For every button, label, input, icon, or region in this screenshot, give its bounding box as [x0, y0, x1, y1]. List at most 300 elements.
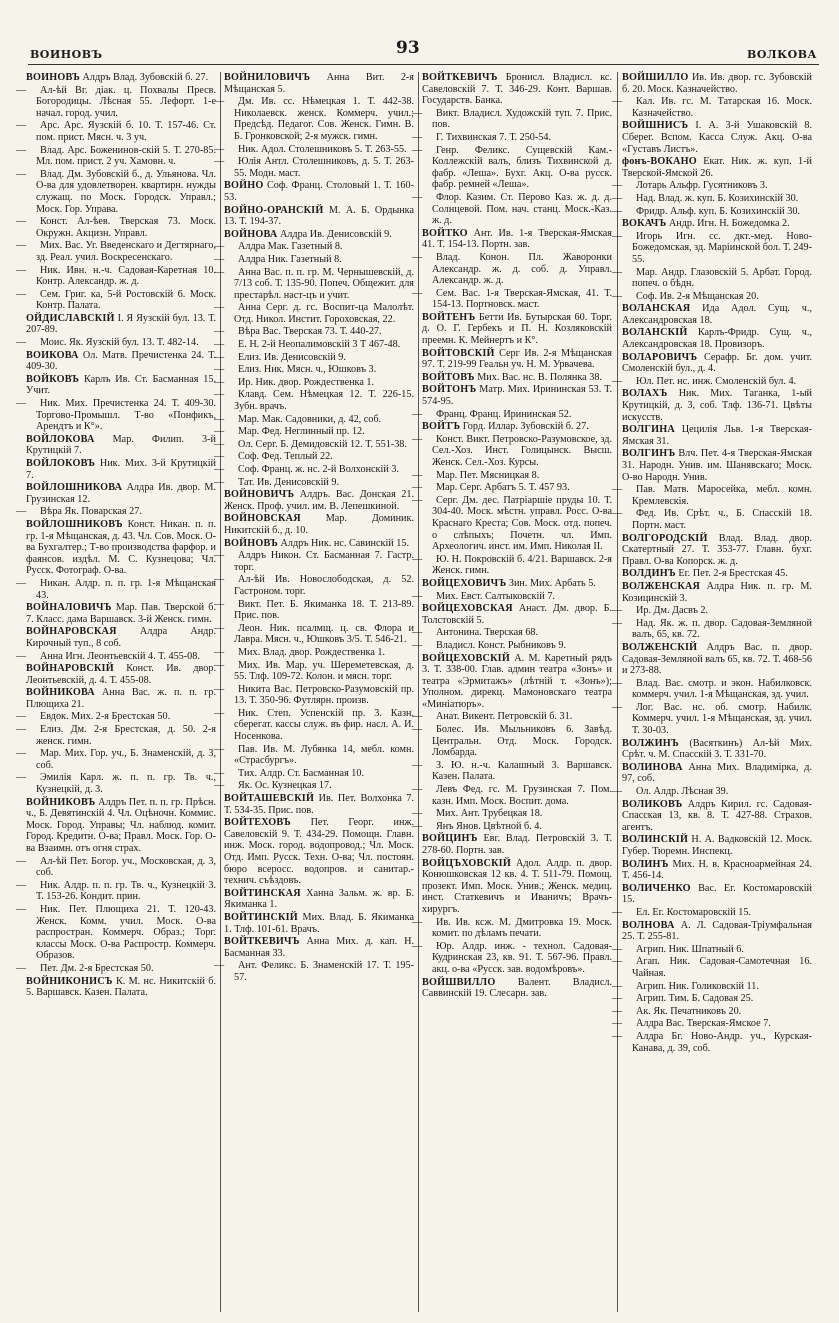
entry-text: Мих. Влад. двор. Рождественка 1. [238, 646, 386, 658]
directory-entry [26, 458, 216, 481]
ditto-dash: — [16, 120, 27, 132]
directory-entry [622, 388, 812, 423]
entry-text: Алдра Бг. Ново-Андр. уч., Курская-Канава, д. 39, соб. [632, 1030, 812, 1054]
directory-subentry [412, 759, 612, 783]
directory-subentry [214, 302, 414, 325]
directory-subentry [16, 144, 216, 168]
directory-subentry [612, 508, 812, 531]
directory-entry [422, 977, 612, 1000]
directory-subentry [214, 451, 414, 463]
ditto-dash: — [612, 701, 623, 713]
entry-text: Алдръ Пет. п. п. гр. Прѣсн. ч., Б. Девятинскій 4. Чл. Оцѣночн. Коммис. Моск. Город. Управы; Чл. наблюд. комит. Город. Кредитн. О-ва; Правл. Моск. Гор. О-ва Взаимн. отъ огня страх. [26, 796, 216, 854]
directory-subentry [214, 659, 414, 683]
ditto-dash: — [612, 943, 623, 955]
ditto-dash: — [214, 743, 225, 755]
entry-text: Ал-ѣй Пет. Богор. уч., Московская, д. 3, соб. [36, 855, 216, 879]
entry-text: Ник. Алдр. п. п. гр. Тв. ч., Кузнецкій 3. Т. 153-26. Кондит. прин. [36, 879, 216, 903]
entry-text: Анаст. Дм. двор. Б. Толстовскій 5. [422, 603, 612, 626]
directory-subentry [612, 230, 812, 266]
directory-subentry [412, 820, 612, 833]
header-divider [28, 64, 819, 65]
entry-text: Арс. Арс. Яузскій б. 10. Т. 157-46. Ст. пом. прист. Мясн. ч. 3 уч. [36, 120, 216, 143]
ditto-dash: — [214, 253, 225, 265]
entry-text: Матр. Мих. Ирининская 53. Т. 574-95. [422, 384, 612, 408]
surname: ВОЙТИНСКАЯ [224, 887, 301, 899]
ditto-dash: — [214, 598, 225, 610]
entry-text: Г. Тихвинская 7. Т. 250-54. [436, 131, 552, 143]
surname: ВОЙТОВЪ [422, 371, 475, 383]
directory-subentry [412, 916, 612, 940]
entry-text: Мар. Мак. Садовники, д. 42, соб. [238, 413, 382, 425]
directory-entry [622, 834, 812, 857]
entry-text: Мар. Фед. Неглинный пр. 12. [238, 426, 365, 438]
ditto-dash: — [412, 820, 423, 832]
entry-text: Мих. Н. в. Красноармейная 24. Т. 456-14. [622, 858, 812, 882]
ditto-dash: — [612, 266, 623, 278]
ditto-dash: — [612, 786, 623, 798]
directory-subentry [214, 743, 414, 767]
entry-text: Зин. Мих. Арбать 5. [506, 577, 596, 589]
directory-entry [26, 434, 216, 457]
surname: ВОЙТАШЕВСКІЙ [224, 793, 315, 805]
directory-subentry [612, 375, 812, 388]
directory-subentry [214, 683, 414, 707]
ditto-dash: — [214, 780, 225, 792]
directory-subentry [412, 494, 612, 553]
ditto-dash: — [412, 759, 423, 771]
entry-text: Соф. Франц. Столовый 1. Т. 160-53. [224, 180, 414, 203]
directory-subentry [214, 266, 414, 302]
directory-subentry [412, 191, 612, 227]
directory-subentry [612, 906, 812, 919]
directory-subentry [412, 408, 612, 421]
directory-entry [26, 374, 216, 397]
entry-text: Франц. Франц. Ирининская 52. [436, 408, 572, 420]
directory-subentry [612, 484, 812, 507]
directory-subentry [214, 389, 414, 413]
directory-subentry [612, 96, 812, 119]
entry-text: Серг Ив. 2-я Мѣщанская 97. Т. 219-99 Геальн уч. Н. М. Урвачева. [422, 347, 612, 371]
directory-subentry [16, 120, 216, 143]
entry-text: Вѣра Вас. Тверская 73. Т. 440-27. [238, 326, 382, 338]
directory-subentry [412, 433, 612, 469]
ditto-dash: — [16, 879, 27, 891]
ditto-dash: — [214, 464, 225, 475]
surname: ВОЙТЕНЪ [422, 311, 476, 323]
ditto-dash: — [214, 960, 225, 972]
ditto-dash: — [214, 767, 225, 779]
directory-entry [622, 120, 812, 155]
directory-subentry [214, 464, 414, 476]
entry-text: Андр. Игн. Н. Божедомка 2. [666, 218, 790, 230]
ditto-dash: — [612, 192, 623, 204]
ditto-dash: — [412, 482, 423, 494]
directory-subentry [16, 288, 216, 312]
directory-subentry [612, 290, 812, 303]
directory-entry [622, 568, 812, 580]
entry-text: Пет. Георг. инж. Савеловскій 9. Т. 434-29. Помощн. Главн. инж. Моск. город. водопровод.; Чл. Моск. Отд. Имп. Русск. Техн. О-ва; Чл. постоян. бюро всеросс. водопров. и санитар.-технич. съѣздовъ. [224, 817, 414, 887]
directory-subentry [16, 216, 216, 239]
directory-subentry [412, 784, 612, 807]
directory-subentry [612, 993, 812, 1005]
entry-text: Леон. Ник. псалмщ. ц. св. Флора и Лавра. Мясн. ч., Юшковъ 3/5. Т. 546-21. [234, 622, 414, 646]
entry-text: Елиз. Дм. 2-я Брестская, д. 50. 2-я женск. гимн. [36, 724, 216, 747]
surname: фонъ-ВОКАНО [622, 156, 697, 168]
surname: ВОЙНО [224, 180, 264, 192]
directory-entry [622, 859, 812, 882]
surname: ВОЛИНСКІЙ [622, 834, 689, 846]
ditto-dash: — [612, 1018, 623, 1030]
ditto-dash: — [214, 96, 225, 108]
entry-text: Янъ Янов. Цвѣтной б. 4. [436, 820, 542, 832]
entry-text: Влад. Арс. Боженинов-скій 5. Т. 270-85. Мл. пом. прист. 2 уч. Хамовн. ч. [36, 144, 216, 168]
entry-text: Мар. Пет. Мясницкая 8. [436, 469, 540, 481]
entry-text: Адол. Алдр. п. двор. Конюшковская 12 кв. 4. Т. 511-79. Помощ. прозект. Имп. Моск. Унив.; Женск. медиц. инст. Статкевичъ и Иваничъ; Врачъ-хирургъ. [422, 857, 612, 915]
surname: ВОИНОВЪ [26, 72, 80, 83]
entry-text: Вас. Ег. Костомаровскій 15. [622, 882, 812, 906]
directory-subentry [612, 180, 812, 192]
directory-entry [622, 920, 812, 943]
directory-subentry [612, 205, 812, 218]
entry-text: Алдръ Кирил. гс. Садовая-Спасская 13, кв. 8. Т. 427-88. Страхов. агентъ. [622, 798, 812, 833]
entry-text: Левъ Фед. гс. М. Грузинская 7. Пом. казн. Имп. Моск. Воспит. дома. [432, 784, 612, 807]
directory-entry [622, 156, 812, 179]
directory-entry [224, 205, 414, 228]
entry-text: Никан. Алдр. п. п. гр. 1-я Мѣщанская 43. [36, 577, 216, 601]
ditto-dash: — [214, 413, 225, 425]
ditto-dash: — [612, 180, 623, 192]
ditto-dash: — [412, 808, 423, 820]
directory-subentry [214, 550, 414, 573]
ditto-dash: — [214, 476, 225, 488]
entry-text: Ир. Ник. двор. Рождественка 1. [238, 376, 375, 388]
entry-text: Анна Мих. д. кап. Н. Басманная 33. [224, 936, 414, 959]
entry-text: Юл. Пет. нс. инж. Смоленскій бул. 4. [636, 375, 797, 387]
directory-entry [422, 372, 612, 384]
directory-entry [422, 578, 612, 590]
ditto-dash: — [612, 605, 623, 617]
directory-subentry [16, 903, 216, 962]
ditto-dash: — [16, 650, 27, 662]
directory-subentry [16, 650, 216, 663]
entry-text: Ив. Пет. Волхонка 7. Т. 534-35. Прис. пов. [224, 793, 414, 816]
entry-text: Ант. Феликс. Б. Знаменскій 17. Т. 195-57. [234, 960, 414, 983]
ditto-dash: — [214, 302, 225, 314]
ditto-dash: — [412, 144, 423, 156]
ditto-dash: — [214, 326, 225, 338]
entry-text: Анна Вит. 2-я Мѣщанская 5. [224, 72, 414, 95]
directory-entry [622, 762, 812, 785]
entry-text: Флор. Казим. Ст. Перово Каз. ж. д. д. Солнцевой. Пом. нач. станц. Моск.-Каз. ж. д. [432, 191, 612, 227]
ditto-dash: — [16, 577, 27, 589]
entry-text: Викт. Владисл. Художскій туп. 7. Прис. пов. [432, 107, 612, 131]
ditto-dash: — [214, 426, 225, 438]
entry-text: Мар. Доминик. Никитскій б., д. 10. [224, 513, 414, 536]
surname: ВОЙНАРОВСКАЯ [26, 626, 117, 638]
directory-subentry [612, 1005, 812, 1018]
entry-text: Эмилія Карл. ж. п. п. гр. Тв. ч., Кузнецкій, д. 3. [36, 772, 216, 796]
entry-text: Карлъ-Фридр. Сущ. ч., Александровская 18. Провизоръ. [622, 327, 812, 351]
entry-text: Н. А. Вадковскій 12. Моск. Губер. Тюремн. Инспекц. [622, 834, 812, 857]
entry-text: Лог. Вас. нс. об. смотр. Набилк. Коммерч. учил. 1-я Мѣщанская, зд. учил. Т. 30-03. [632, 701, 812, 737]
ditto-dash: — [214, 241, 225, 253]
surname: ВОЙЛОШНИКОВА [26, 482, 123, 494]
surname: ВОЙТОНЪ [422, 384, 477, 396]
ditto-dash: — [412, 131, 423, 143]
directory-subentry [214, 241, 414, 253]
ditto-dash: — [612, 993, 623, 1005]
surname: ВОЙЦЕХОВИЧЪ [422, 577, 507, 589]
directory-subentry [214, 351, 414, 364]
directory-subentry [214, 253, 414, 266]
ditto-dash: — [412, 191, 423, 203]
directory-entry [26, 797, 216, 855]
surname: ВОЙНИКОВЪ [26, 796, 96, 808]
directory-entry [26, 976, 216, 999]
entry-text: Алдра Вас. Тверская-Ямское 7. [636, 1018, 771, 1030]
directory-entry [26, 663, 216, 686]
ditto-dash: — [16, 288, 27, 300]
directory-subentry [214, 622, 414, 646]
directory-subentry [412, 553, 612, 577]
directory-entry [26, 519, 216, 577]
surname: ВОЛАХЪ [622, 388, 668, 400]
directory-subentry [214, 376, 414, 389]
surname: ВОЙНОВСКАЯ [224, 513, 301, 525]
entry-text: Алдръ Ник. нс. Савинскій 15. [277, 537, 410, 549]
directory-subentry [214, 96, 414, 142]
surname: ВОЛИНЪ [622, 858, 669, 870]
directory-subentry [612, 1030, 812, 1054]
directory-subentry [412, 107, 612, 131]
ditto-dash: — [16, 84, 27, 96]
directory-subentry [16, 724, 216, 747]
directory-entry [224, 888, 414, 911]
entry-text: Вѣра Як. Поварская 27. [40, 506, 142, 518]
directory-entry [26, 626, 216, 649]
ditto-dash: — [612, 508, 623, 520]
directory-subentry [214, 339, 414, 351]
entry-text: А. Л. Садовая-Тріумфальная 25. Т. 255-81. [622, 919, 812, 943]
directory-entry [622, 533, 812, 568]
surname: ВОИКОВА [26, 349, 79, 361]
surname: ВОЙНОВЪ [224, 537, 278, 549]
entry-text: Конст. Ал-ѣев. Тверская 73. Моск. Окружн. Акцизн. Управл. [36, 216, 216, 239]
column-1 [16, 72, 216, 1312]
directory-subentry [16, 168, 216, 215]
entry-text: І. А. 3-й Ушаковскій 8. Сберег. Вспом. Касса Служ. Акц. О-ва «Густавъ Листъ». [622, 120, 812, 155]
entry-text: Кал. Ив. гс. М. Татарская 16. Моск. Казначейство. [632, 96, 812, 119]
directory-subentry [16, 398, 216, 433]
entry-text: Ал-ѣй Вг. діак. ц. Похвалы Пресв. Богородицы. Лѣсная 55. Лефорт. 1-е начал. город. учил. [36, 84, 216, 119]
directory-entry [422, 858, 612, 916]
ditto-dash: — [612, 290, 623, 302]
ditto-dash: — [412, 107, 423, 119]
surname: ВОЙКОВЪ [26, 373, 80, 385]
directory-subentry [214, 364, 414, 376]
directory-subentry [412, 627, 612, 639]
entry-text: М. А. Б. Ордынка 13. Т. 194-37. [224, 204, 414, 228]
entry-text: Алдръ. Вас. Донская 21. Женск. Проф. учил. им. В. Лепешкиной. [224, 489, 414, 512]
ditto-dash: — [412, 494, 423, 506]
directory-subentry [612, 605, 812, 617]
directory-entry [622, 352, 812, 375]
surname: ВОЛИКОВЪ [622, 798, 683, 810]
directory-subentry [16, 240, 216, 263]
surname: ВОЙШВИЛЛО [422, 976, 496, 988]
directory-subentry [412, 287, 612, 311]
ditto-dash: — [612, 205, 623, 217]
entry-text: Бронисл. Владисл. кс. Савеловскій 7. Т. 346-29. Конт. Варшав. Государств. Банка. [422, 72, 612, 107]
directory-subentry [612, 786, 812, 798]
entry-text: Клавд. Сем. Нѣмецкая 12. Т. 226-15. Зубн. врачъ. [234, 389, 414, 413]
entry-text: Соф. Фед. Теплый 22. [238, 451, 333, 463]
ditto-dash: — [412, 784, 423, 796]
ditto-dash: — [412, 940, 423, 952]
directory-subentry [612, 677, 812, 701]
entry-text: Евдок. Мих. 2-я Брестская 50. [40, 711, 171, 723]
directory-subentry [412, 808, 612, 820]
ditto-dash: — [214, 646, 225, 658]
surname: ВОЙНО-ОРАНСКІЙ [224, 204, 324, 216]
entry-text: Анна Вас. ж. п. п. гр. Плющиха 21. [26, 687, 216, 710]
entry-text: Владисл. Конст. Рыбниковъ 9. [436, 639, 567, 651]
entry-text: Над. Влад. ж. куп. Б. Козихинскій 30. [636, 192, 799, 204]
directory-entry [224, 513, 414, 536]
ditto-dash: — [412, 590, 423, 602]
entry-text: Алдра Ник. п. гр. М. Козицинскій 3. [622, 580, 812, 604]
entry-text: Лотарь Альфр. Гусятниковъ 3. [636, 180, 768, 192]
entry-text: Пав. Ив. М. Лубянка 14, мебл. комн. «Страсбургъ». [234, 743, 414, 767]
directory-subentry [412, 251, 612, 287]
page-header [0, 38, 839, 62]
entry-text: Ю. Н. Покровскій б. 4/21. Варшавск. 2-я Женск. гимн. [432, 553, 612, 577]
entry-text: Болес. Ив. Мыльниковъ 6. Завѣд. Центральн. Отд. Моск. Городск. Ломбарда. [432, 724, 612, 759]
directory-entry [422, 833, 612, 856]
ditto-dash: — [412, 553, 423, 565]
surname: ВОЛДИНЪ [622, 568, 676, 580]
entry-text: Серафр. Бг. дом. учит. Смоленскій бул., д. 4. [622, 351, 812, 375]
entry-text: Ант. Ив. 1-я Тверская-Ямская 41. Т. 154-13. Портн. зав. [422, 227, 612, 251]
directory-subentry [214, 143, 414, 156]
directory-subentry [612, 1018, 812, 1030]
ditto-dash: — [16, 506, 27, 518]
directory-entry [622, 424, 812, 447]
directory-subentry [16, 962, 216, 975]
entry-text: Мих. Евст. Салтыковскій 7. [436, 590, 555, 602]
ditto-dash: — [16, 772, 27, 784]
entry-text: Горд. Иллар. Зубовскій б. 27. [460, 421, 589, 433]
surname: ВОЙНОВА [224, 228, 278, 240]
directory-subentry [612, 701, 812, 737]
directory-entry [622, 799, 812, 834]
entry-text: Влад. Влад. двор. Скатертный 27. Т. 353-77. Главн. бухг. Правл. О-ва Копорск. ж. д. [622, 532, 812, 567]
entry-text: Серг. Дм. дес. Патріаршіе пруды 10. Т. 304-40. Моск. мѣстн. управл. Росс. О-ва Краснаго Креста; Сов. Моск. отд. попеч. о слѣпыхъ; Почетн. чл. Имп. Археологич. инст. им. Имп. Николая II. [432, 494, 612, 553]
entry-text: Генр. Феликс. Сущевскій Кам.-Коллежскій валъ, близъ Тихвинской д. фабр. «Леша». Бухг. Акц. О-ва русск. фабр. ремней «Леша». [432, 144, 612, 191]
directory-entry [26, 687, 216, 710]
directory-subentry [214, 156, 414, 179]
entry-text: Анна Игн. Леонтьевскій 4. Т. 455-08. [40, 650, 200, 662]
entry-text: Ник. Адол. Столешниковъ 5. Т. 263-55. [238, 143, 407, 155]
directory-entry [422, 312, 612, 347]
entry-text: Ал-ѣй Ив. Новослободская, д. 52. Гастроном. торг. [234, 574, 414, 597]
entry-text: Мих. Влад. Б. Якиманка 1. Тлф. 101-61. Врачъ. [224, 911, 414, 935]
entry-text: Соф. Франц. ж. нс. 2-й Волхонскій 3. [238, 464, 399, 475]
entry-text: З. Ю. н.-ч. Калашный 3. Варшавск. Казен. Палата. [432, 759, 612, 783]
ditto-dash: — [612, 96, 623, 108]
ditto-dash: — [16, 240, 27, 252]
ditto-dash: — [412, 627, 423, 639]
directory-subentry [214, 780, 414, 792]
directory-entry [224, 489, 414, 512]
surname: ВОЙЛОКОВЪ [26, 458, 96, 469]
ditto-dash: — [612, 906, 623, 918]
entry-text: Екат. Ник. ж. куп. 1-й Тверской-Ямской 26. [622, 156, 812, 179]
entry-text: Агрип. Тим. Б. Садовая 25. [636, 993, 754, 1005]
directory-subentry [214, 426, 414, 438]
surname: ВОЛАНСКАЯ [622, 303, 691, 315]
entry-text: Над. Як. ж. п. двор. Садовая-Земляной валъ, 65, кв. 72. [632, 617, 812, 641]
surname: ВОЛАНСКІЙ [622, 327, 688, 339]
directory-subentry [412, 590, 612, 603]
directory-subentry [412, 639, 612, 652]
directory-entry [422, 228, 612, 251]
surname: ВОЙТКЕВИЧЪ [224, 936, 300, 948]
entry-text: Сем. Вас. 1-я Тверская-Ямская, 41. Т. 154-13. Портновск. маст. [432, 287, 612, 311]
entry-text: Алдръ Вас. п. двор. Садовая-Земляной валъ 65, кв. 72. Т. 468-56 и 273-88. [622, 641, 813, 677]
directory-subentry [16, 337, 216, 349]
surname: ВОЙЦИНЪ [422, 833, 478, 845]
surname: ВОЛИНОВА [622, 761, 683, 773]
directory-subentry [16, 577, 216, 601]
ditto-dash: — [16, 168, 27, 180]
column-4 [612, 72, 813, 1312]
entry-text: Влч. Пет. 4-я Тверская-Ямская 31. Народн. Унив. им. Шанявскаго; Моск. О-во Народн. Унив. [622, 448, 812, 483]
entry-text: Алдра Мак. Газетный 8. [238, 241, 343, 253]
ditto-dash: — [214, 339, 225, 351]
entry-text: Ханна Зальм. ж. вр. Б. Якиманка 1. [224, 887, 414, 911]
directory-entry [422, 72, 612, 107]
entry-text: Алдра Ник. Газетный 8. [238, 253, 342, 265]
entry-text: Ив. Ив. ксж. М. Дмитровка 19. Моск. комит. по дѣламъ печати. [432, 916, 612, 940]
ditto-dash: — [16, 337, 27, 349]
entry-text: Ег. Пет. 2-я Брестская 45. [675, 568, 788, 580]
directory-entry [224, 180, 414, 203]
entry-text: Мих. Вас. нс. В. Полянка 38. [474, 371, 602, 383]
surname: ВОЙНИЛОВИЧЪ [224, 72, 311, 83]
entry-text: Конст. Никан. п. п. гр. 1-я Мѣщанская, д. 43. Чл. Сов. Моск. О-ва Бухгалтер.; Т-во производства фарфор. и фаянсов. издѣл. М. С. Кузнецова; Чл. Русск. Фотограф. О-ва. [26, 518, 216, 577]
entry-text: Ник. Мих. Пречистенка 24. Т. 409-30. Торгово-Промышл. Т-во «Понфикъ, Арендтъ и К°». [36, 398, 216, 433]
entry-text: Ник. Степ. Успенскій пр. 3. Казн. сберегат. кассы служ. въ фир. насл. А. И. Носенкова. [234, 707, 414, 743]
ditto-dash: — [214, 451, 225, 463]
entry-text: Конст. Ив. двор. Леонтьевскій, д. 4. Т. 455-08. [26, 663, 216, 686]
surname: ВОЙНОВИЧЪ [224, 489, 295, 501]
directory-entry [224, 538, 414, 550]
ditto-dash: — [214, 683, 225, 695]
entry-text: Анат. Викент. Петровскій б. 31. [436, 711, 573, 723]
directory-entry [26, 350, 216, 373]
entry-text: Анна Серг. д. гс. Воспит-ца Малолѣт. Отд. Никол. Инстит. Гороховская, 22. [234, 302, 414, 325]
entry-text: Ида Адол. Сущ. ч., Александровская 18. [622, 303, 812, 326]
directory-subentry [612, 266, 812, 290]
entry-text: Анна Мих. Владимірка, д. 97, соб. [622, 761, 812, 785]
entry-text: Мих. Вас. Уг. Введенскаго и Дегтярнаго, зд. Реал. учил. Воскресенскаго. [36, 240, 216, 263]
directory-entry [622, 448, 812, 483]
entry-text: Алдра Андр. Кирочный туп., 8 соб. [26, 626, 216, 649]
ditto-dash: — [214, 707, 225, 719]
surname: ВОЙНАЛОВИЧЪ [26, 602, 112, 614]
directory-subentry [214, 646, 414, 659]
